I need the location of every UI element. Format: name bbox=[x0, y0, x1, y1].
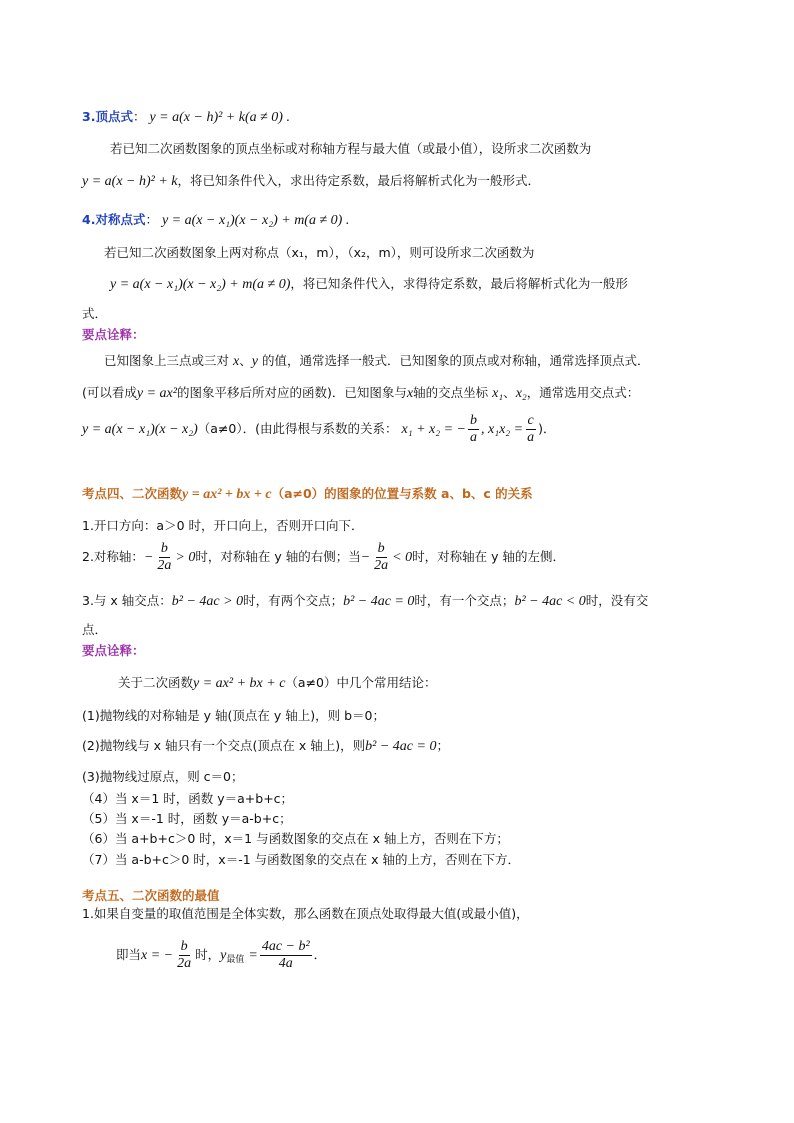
note2-c3: (3)抛物线过原点，则 c＝0； bbox=[82, 769, 244, 784]
note-title-2: 要点诠释： bbox=[82, 643, 145, 658]
note2-c5: （5）当 x＝-1 时，函数 y＝a-b+c； bbox=[82, 811, 292, 826]
note1-line3: y = a(x − x₁)(x − x₂)（a≠0）．(由此得根与系数的关系： x₁ + x₂ = − $\frac{b}{a}$ , x₁x₂ = $\frac{c}{a}$ )． bbox=[82, 413, 556, 445]
vertex-form-formula: y = a(x − h)² + k(a ≠ 0) . bbox=[149, 110, 290, 125]
symmetric-form-desc-3: 式． bbox=[82, 306, 108, 321]
note2-c6: （6）当 a+b+c＞0 时，x＝1 与函数图象的交点在 x 轴上方，否则在下方； bbox=[82, 831, 509, 846]
keypoint5-title: 考点五、二次函数的最值 bbox=[82, 888, 220, 903]
note2-c1: (1)抛物线的对称轴是 y 轴(顶点在 y 轴上)，则 b＝0； bbox=[82, 708, 386, 723]
fraction-b-over-a: $\frac{b}{a}$ bbox=[470, 413, 478, 445]
keypoint4-title: 考点四、二次函数y = ax² + bx + c（a≠0）的图象的位置与系数 a、b、c 的关系 bbox=[82, 486, 533, 502]
vertex-form-line: 3.顶点式： y = a(x − h)² + k(a ≠ 0) . bbox=[82, 109, 290, 125]
note2-intro: 关于二次函数y = ax² + bx + c（a≠0）中几个常用结论： bbox=[118, 675, 437, 691]
keypoint4-item1: 1.开口方向：a＞0 时，开口向上，否则开口向下． bbox=[82, 518, 364, 533]
keypoint4-item3: 3.与 x 轴交点：b² − 4ac > 0时，有两个交点；b² − 4ac = 0时，有一个交点；b² − 4ac < 0时，没有交 bbox=[82, 593, 649, 609]
vertex-form-desc: 若已知二次函数图象的顶点坐标或对称轴方程与最大值（或最小值），设所求二次函数为 bbox=[110, 141, 592, 156]
note-title-1: 要点诠释： bbox=[82, 327, 145, 342]
symmetric-form-label: 4.对称点式 bbox=[82, 212, 146, 227]
note2-c7: （7）当 a-b+c＞0 时，x＝-1 与函数图象的交点在 x 轴的上方，否则在下方． bbox=[82, 852, 520, 867]
symmetric-form-desc: 若已知二次函数图象上两对称点（x₁，m），（x₂，m），则可设所求二次函数为 bbox=[104, 245, 535, 260]
note1-line1: 已知图象上三点或三对 x、y 的值，通常选择一般式．已知图象的顶点或对称轴，通常选择顶点式． bbox=[104, 353, 650, 369]
keypoint4-item2: 2.对称轴：− $\frac{b}{2a}$ > 0时，对称轴在 y 轴的右侧；当− $\frac{b}{2a}$ < 0时，对称轴在 y 轴的左侧． bbox=[82, 541, 565, 573]
fraction-c-over-a: $\frac{c}{a}$ bbox=[527, 413, 535, 445]
vertex-form-label: 3.顶点式 bbox=[82, 109, 133, 124]
keypoint4-item3-cont: 点． bbox=[82, 622, 108, 637]
symmetric-form-line: 4.对称点式： y = a(x − x₁)(x − x₂) + m(a ≠ 0) . bbox=[82, 212, 350, 228]
keypoint5-item2: 即当x = − $\frac{b}{2a}$ 时，$y_{最值}$ = $\frac{\text{4ac − b²}}{4a}$ ． bbox=[116, 939, 327, 971]
note2-c2: (2)抛物线与 x 轴只有一个交点(顶点在 x 轴上)，则b² − 4ac = 0； bbox=[82, 738, 449, 754]
note2-c4: （4）当 x＝1 时，函数 y＝a+b+c； bbox=[82, 791, 294, 806]
vertex-form-desc-2: y = a(x − h)² + k，将已知条件代入，求出待定系数，最后将解析式化为一般形式． bbox=[82, 173, 541, 189]
symmetric-form-desc-2: y = a(x − x₁)(x − x₂) + m(a ≠ 0)，将已知条件代入，求得待定系数，最后将解析式化为一般形 bbox=[110, 276, 628, 292]
note1-line2: (可以看成y = ax²的图象平移后所对应的函数)．已知图象与x轴的交点坐标 x₁、x₂，通常选用交点式： bbox=[82, 385, 640, 401]
keypoint5-item1: 1.如果自变量的取值范围是全体实数，那么函数在顶点处取得最大值(或最小值)， bbox=[82, 906, 529, 921]
symmetric-form-formula: y = a(x − x₁)(x − x₂) + m(a ≠ 0) . bbox=[161, 213, 350, 228]
